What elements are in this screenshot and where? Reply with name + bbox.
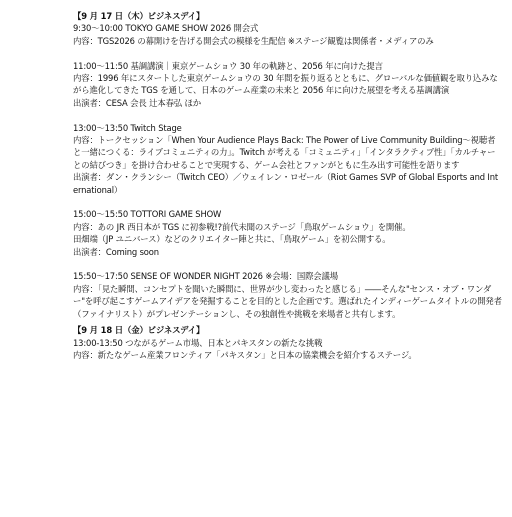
schedule-document <box>73 10 503 361</box>
day-heading-sep18: 【9 月 18 日（金）ビジネスデイ】 <box>73 325 205 336</box>
event-title: 15:00～15:50 TOTTORI GAME SHOW <box>73 209 222 220</box>
event-description: 内容：あの JR 西日本が TGS に初参戦!?前代未聞のステージ「鳥取ゲームショウ」を開催。 <box>73 221 411 232</box>
spacer <box>73 47 503 59</box>
event-title: 9:30～10:00 TOKYO GAME SHOW 2026 開会式 <box>73 23 259 34</box>
spacer <box>73 196 503 208</box>
event-performers: 出演者：CESA 会長 辻本春弘 ほか <box>73 97 201 108</box>
event-description: 内容：TGS2026 の幕開けを告げる開会式の模様を生配信 ※ステージ観覧は関係者・メディアのみ <box>73 35 434 46</box>
event-description: 内容：新たなゲーム産業フロンティア「パキスタン」と日本の協業機会を紹介するステージ。 <box>73 349 417 360</box>
event-title: 11:00～11:50 基調講演｜東京ゲームショウ 30 年の軌跡と、2056 年に向けた提言 <box>73 60 383 71</box>
day-heading-sep17: 【9 月 17 日（木）ビジネスデイ】 <box>73 11 205 21</box>
event-performers: 出演者：Coming soon <box>73 246 159 257</box>
event-description: 内容：1996 年にスタートした東京ゲームショウの 30 年間を振り返るとともに、グローバルな価値観を取り込みながら進化してきた TGS を通して、日本のゲーム産業の未来と 2056 年に向けた展望を考える基調講演 <box>73 73 498 96</box>
spacer <box>73 258 503 270</box>
spacer <box>73 109 503 121</box>
event-description: 内容：「見た瞬間、コンセプトを聞いた瞬間に、世界が少し変わったと感じる」――そんな"センス・オブ・ワンダー"を呼び起こすゲームアイデアを発掘することを目的とした企画です。選ばれたインディーゲームタイトルの開発者（ファイナリスト）がプレゼンテーションし、その独創性や挑戦を来場者と共有します。 <box>73 283 502 319</box>
event-title: 13:00-13:50 つながるゲーム市場、日本とパキスタンの新たな挑戦 <box>73 337 323 348</box>
event-title: 15:50～17:50 SENSE OF WONDER NIGHT 2026 ※会場：国際会議場 <box>73 271 338 282</box>
event-description: 内容：トークセッション「When Your Audience Plays Back: The Power of Live Community Building～視聴者と一緒につくる：ライブコミュニティの力」。Twitch が考える「コミュニティ」「インタラクティブ性」「カルチャーとの結びつき」を掛け合わせることで実現する、ゲーム会社とファンがともに生み出す可能性を語ります <box>73 135 496 170</box>
event-title: 13:00～13:50 Twitch Stage <box>73 122 182 133</box>
event-description: 田畑端（JP ユニバース）などのクリエイター陣と共に、「鳥取ゲーム」を初公開する。 <box>73 234 391 245</box>
event-performers: 出演者：ダン・クランシー（Twitch CEO）／ウェイレン・ロゼール（Riot Games SVP of Global Esports and International） <box>73 172 499 195</box>
